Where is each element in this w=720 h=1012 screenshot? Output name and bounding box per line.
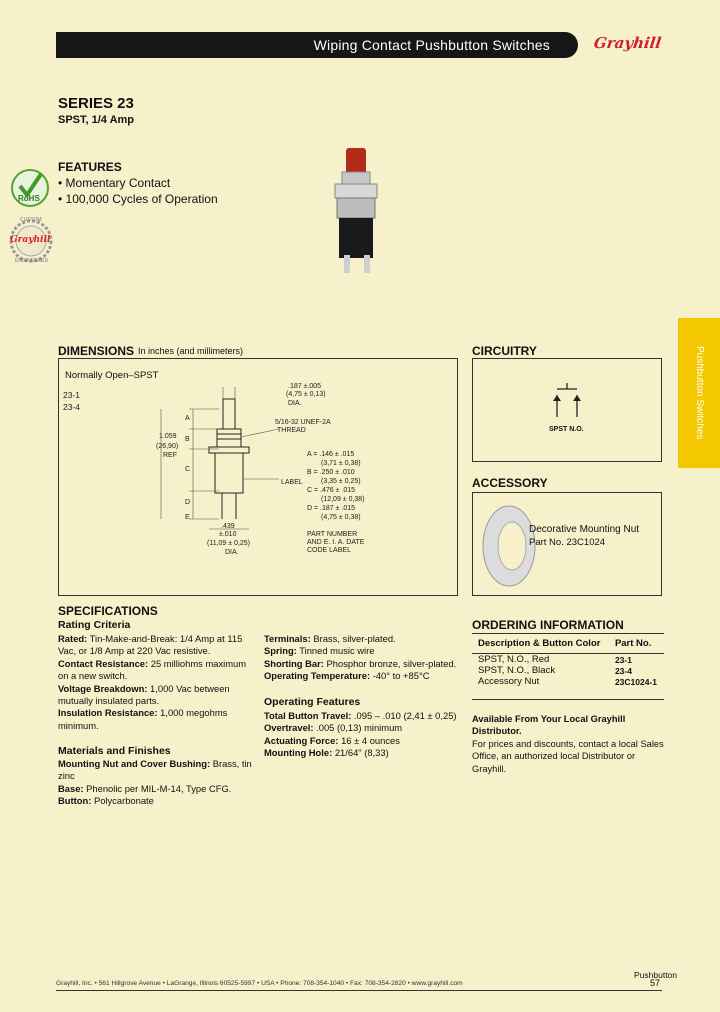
dim-top-dia: DIA. [288, 400, 302, 407]
table-cell: 23C1024-1 [614, 676, 657, 687]
model-label: 23-1 [63, 390, 81, 400]
ordering-table-wrap [472, 633, 664, 700]
product-photo [322, 140, 392, 280]
thread-label: 5/16-32 UNEF-2A [275, 419, 331, 426]
distributor-note-heading: Available From Your Local Grayhill Distributor. [472, 714, 626, 737]
base-mm: (11,09 ± 0,25) [207, 540, 251, 547]
height-ref: REF [163, 452, 177, 459]
brand-logo: Grayhill [592, 34, 663, 52]
spec-row: Shorting Bar: Phosphor bronze, silver-plated. [264, 657, 457, 669]
tolerance-line: D = .187 ± .015 [307, 505, 356, 512]
spec-column-2 [264, 633, 464, 683]
spec-row: Mounting Hole: 21/64" (8,33) [264, 747, 389, 759]
header-bar [56, 32, 578, 58]
dimensions-units: In inches (and millimeters) [138, 346, 244, 356]
table-row [472, 654, 664, 666]
tolerance-line: (12,09 ± 0,38) [321, 496, 365, 503]
table-row [472, 665, 664, 676]
table-cell: SPST, N.O., Black [478, 665, 556, 676]
badge-brand: Grayhill [10, 235, 51, 245]
feature-item: • 100,000 Cycles of Operation [58, 192, 218, 206]
footer-divider [56, 990, 662, 991]
spec-row: Overtravel: .005 (0,13) minimum [264, 722, 403, 734]
feature-item: • Momentary Contact [58, 176, 171, 190]
spec-row: Spring: Tinned music wire [264, 645, 375, 657]
tolerance-line: (4,75 ± 0,38) [321, 514, 361, 521]
spec-row: Base: Phenolic per MIL-M-14, Type CFG. [58, 782, 232, 794]
dim-top-mm: (4,75 ± 0,13) [286, 391, 326, 398]
base-dia: DIA. [225, 549, 239, 556]
ordering-heading: ORDERING INFORMATION [472, 618, 624, 632]
part-note: CODE LABEL [307, 547, 351, 554]
dimensions-heading: DIMENSIONS [58, 344, 135, 358]
features-heading: FEATURES [58, 160, 122, 174]
ordering-table [472, 634, 664, 687]
tolerance-line: C = .476 ± .015 [307, 487, 356, 494]
tolerance-line: (3,71 ± 0,38) [321, 460, 361, 467]
spec-row: Button: Polycarbonate [58, 795, 154, 807]
accessory-heading: ACCESSORY [472, 476, 548, 490]
side-tab-label: Pushbutton Switches [694, 346, 705, 440]
spec-row: Mounting Nut and Cover Bushing: Brass, tin zinc [58, 758, 252, 782]
spec-row: Rated: Tin-Make-and-Break: 1/4 Amp at 115 Vac, or 1/8 Amp at 220 Vac resistive. [58, 633, 243, 657]
switch-symbol-icon [549, 381, 589, 421]
dim-letter-a: A [185, 415, 190, 422]
spec-row: Contact Resistance: 25 milliohms maximum on a new switch. [58, 657, 247, 682]
dim-letter-b: B [185, 436, 190, 443]
dim-letter-c: C [185, 466, 191, 473]
table-header: Part No. [609, 634, 664, 654]
operating-heading: Operating Features [264, 696, 361, 708]
spec-row: Voltage Breakdown: 1,000 Vac between mutually insulated parts. [58, 682, 230, 707]
height-dim-mm: (26,90) [156, 443, 179, 450]
materials-list [58, 758, 254, 808]
thread-label-2: THREAD [277, 427, 306, 434]
height-dim: 1.059 [159, 433, 177, 440]
series-title: SERIES 23 [58, 95, 134, 112]
base-dim: .439 [221, 523, 235, 530]
tolerance-line: (3,35 ± 0,25) [321, 478, 361, 485]
dim-letter-d: D [185, 499, 191, 506]
table-cell: 23-1 [614, 654, 632, 665]
circuitry-box [472, 358, 662, 462]
dimensions-box [58, 358, 458, 596]
spec-row: Terminals: Brass, silver-plated. [264, 633, 396, 644]
custom-engineered-badge [8, 218, 54, 264]
custom-label: CUSTOM [20, 217, 42, 223]
rohs-label: RoHS [18, 194, 40, 203]
engineered-label: ENGINEERED [15, 258, 49, 264]
table-row [472, 676, 664, 687]
part-note: PART NUMBER [307, 531, 358, 538]
model-label: 23-4 [63, 402, 81, 412]
page-number: 57 [650, 978, 661, 988]
table-cell: SPST, N.O., Red [478, 654, 550, 665]
table-cell: 23-4 [614, 665, 632, 676]
table-cell: Accessory Nut [478, 676, 540, 687]
part-note: AND E. I. A. DATE [307, 539, 365, 546]
base-tol: ±.010 [219, 531, 237, 538]
specifications-heading: SPECIFICATIONS [58, 604, 158, 618]
accessory-part: Part No. 23C1024 [529, 537, 606, 548]
spec-row: Insulation Resistance: 1,000 megohms minimum. [58, 707, 228, 731]
side-tab [678, 318, 720, 468]
dimensions-box-title: Normally Open–SPST [65, 370, 159, 381]
spec-row: Operating Temperature: -40° to +85°C [264, 670, 430, 682]
spec-row: Actuating Force: 16 ± 4 ounces [264, 734, 400, 746]
table-header-row [472, 634, 664, 654]
pushbutton-switch-image [322, 140, 392, 280]
footer-address: Grayhill, Inc. • 561 Hillgrove Avenue • LaGrange, Illinois 60525-5997 • USA • Phone: 708-354-1040 • Fax: 708-354-2820 • www.grayhill.com [56, 980, 463, 987]
page-title: Wiping Contact Pushbutton Switches [313, 37, 550, 53]
spec-row: Total Button Travel: .095 – .010 (2,41 ± 0,25) [264, 710, 457, 721]
circuitry-heading: CIRCUITRY [472, 344, 537, 358]
accessory-name: Decorative Mounting Nut [529, 524, 640, 535]
materials-heading: Materials and Finishes [58, 745, 171, 757]
spec-column-1 [58, 633, 254, 732]
label-callout: LABEL [281, 479, 303, 486]
table-header: Description & Button Color [472, 634, 609, 654]
circuit-label: SPST N.O. [549, 426, 584, 433]
distributor-note-text: For prices and discounts, contact a local Sales Office, an authorized local Distributor or Grayhill. [472, 738, 664, 774]
tolerance-line: A = .146 ± .015 [307, 451, 355, 458]
rohs-badge [10, 168, 50, 208]
operating-list [264, 710, 464, 760]
accessory-box [472, 492, 662, 596]
footer-section: Pushbutton [634, 970, 678, 980]
series-subtitle: SPST, 1/4 Amp [58, 114, 135, 126]
dim-top: .187 ±.005 [288, 383, 322, 390]
tolerance-line: B = .250 ± .010 [307, 469, 355, 476]
rating-heading: Rating Criteria [58, 619, 131, 631]
distributor-note [472, 713, 668, 775]
dim-letter-e: E [185, 514, 190, 521]
